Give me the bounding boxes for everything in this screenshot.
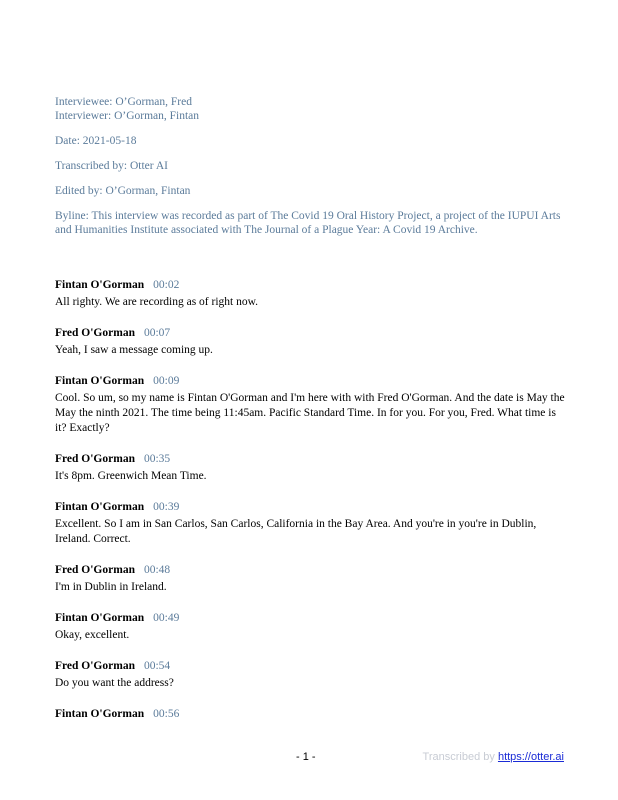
page-footer — [0, 749, 618, 769]
byline: Byline: This interview was recorded as part of The Covid 19 Oral History Project, a project of the IUPUI Arts and Humanities Institute associated with The Journal of a Plague Year: A Covid 19 Archive. — [55, 210, 561, 236]
utterance-text: Excellent. So I am in San Carlos, San Carlos, California in the Bay Area. And you're in you're in Dublin, Ireland. Correct. — [55, 518, 537, 545]
utterance-text: Do you want the address? — [55, 677, 174, 689]
transcript-turn — [55, 611, 570, 643]
page-number: - 1 - — [296, 751, 316, 763]
utterance-text: Yeah, I saw a message coming up. — [55, 344, 213, 356]
speaker-name: Fred O'Gorman — [55, 564, 135, 576]
transcript-turn — [55, 374, 570, 436]
timestamp: 00:39 — [153, 501, 180, 513]
speaker-name: Fred O'Gorman — [55, 660, 135, 672]
utterance-text: I'm in Dublin in Ireland. — [55, 581, 167, 593]
transcribed-by: Transcribed by: Otter AI — [55, 160, 168, 172]
transcript-turn — [55, 707, 570, 722]
transcript — [55, 278, 570, 738]
speaker-name: Fred O'Gorman — [55, 327, 135, 339]
timestamp: 00:07 — [143, 327, 171, 339]
transcript-turn — [55, 659, 570, 691]
transcript-turn — [55, 326, 570, 358]
utterance-text: Okay, excellent. — [55, 629, 130, 641]
speaker-name: Fred O'Gorman — [55, 453, 135, 465]
speaker-name: Fintan O'Gorman — [55, 612, 145, 624]
transcript-turn — [55, 278, 570, 310]
transcript-turn — [55, 563, 570, 595]
speaker-name: Fintan O'Gorman — [55, 279, 145, 291]
speaker-name: Fintan O'Gorman — [55, 375, 145, 387]
timestamp: 00:54 — [143, 660, 171, 672]
participants — [55, 95, 575, 123]
interviewee: Interviewee: O’Gorman, Fred — [55, 96, 192, 108]
timestamp: 00:49 — [153, 612, 180, 624]
edited-by: Edited by: O’Gorman, Fintan — [55, 185, 191, 197]
credit-prefix: Transcribed by — [422, 751, 498, 763]
timestamp: 00:35 — [143, 453, 171, 465]
transcript-turn — [55, 500, 570, 547]
transcript-turn — [55, 452, 570, 484]
utterance-text: Cool. So um, so my name is Fintan O'Gorman and I'm here with with Fred O'Gorman. And the date is May the May the ninth 2021. The time being 11:45am. Pacific Standard Time. In for you. For you, Fred. What time is it? Exactly? — [55, 392, 565, 434]
timestamp: 00:02 — [153, 279, 180, 291]
utterance-text: It's 8pm. Greenwich Mean Time. — [55, 470, 207, 482]
otter-link[interactable]: https://otter.ai — [497, 751, 564, 763]
transcription-credit — [423, 751, 564, 763]
speaker-name: Fintan O'Gorman — [55, 501, 145, 513]
timestamp: 00:48 — [143, 564, 171, 576]
interview-metadata — [55, 95, 575, 248]
interview-date: Date: 2021-05-18 — [55, 135, 137, 147]
utterance-text: All righty. We are recording as of right now. — [55, 296, 259, 308]
timestamp: 00:09 — [153, 375, 180, 387]
speaker-name: Fintan O'Gorman — [55, 708, 145, 720]
timestamp: 00:56 — [153, 708, 180, 720]
interviewer: Interviewer: O’Gorman, Fintan — [55, 110, 200, 122]
